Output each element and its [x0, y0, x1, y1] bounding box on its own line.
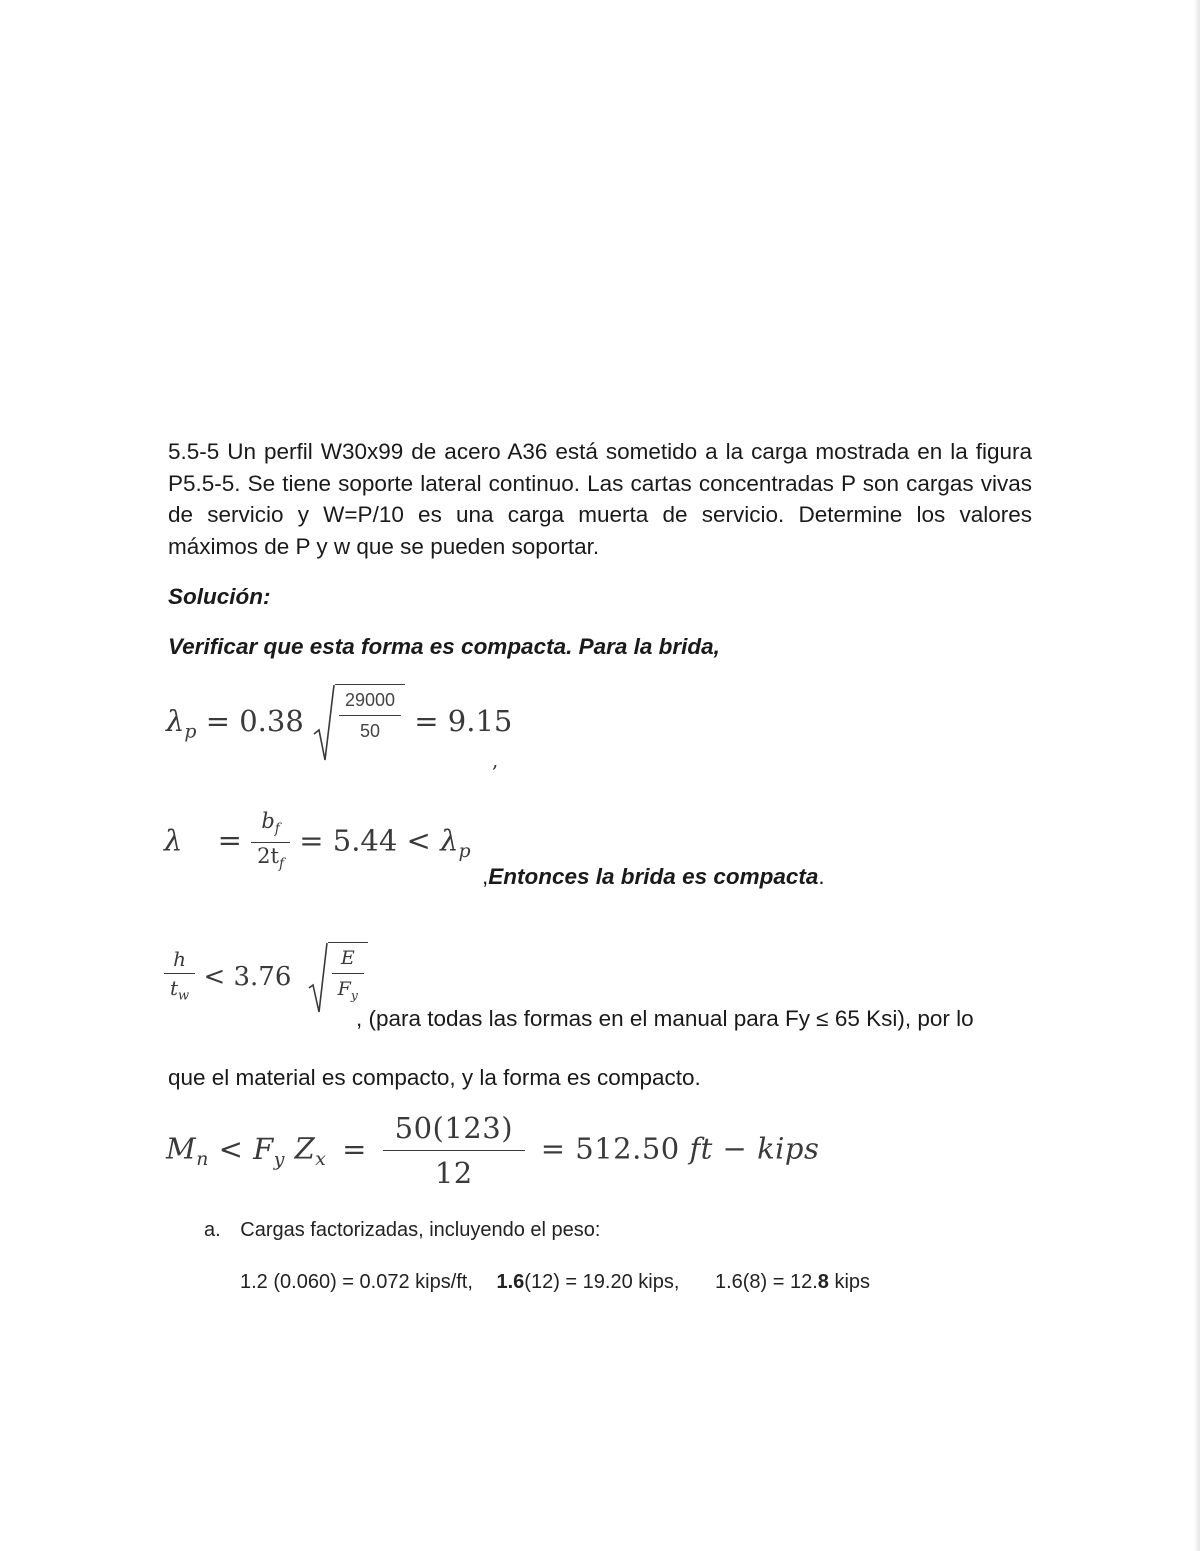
- elastic-modulus: E: [340, 947, 355, 969]
- flange-conclusion: ,Entonces la brida es compacta.: [482, 864, 825, 889]
- sqrt-denominator: 50: [339, 715, 401, 746]
- lambda-subscript: p: [184, 721, 197, 743]
- yield-stress: $F_y$: [332, 973, 364, 1010]
- list-item-a: [204, 1215, 600, 1245]
- moment-result: = 512.50: [540, 1131, 680, 1166]
- eq4-fy: < $F_y$: [218, 1131, 285, 1171]
- lambda-symbol: λ: [166, 704, 185, 738]
- lambda-lhs: λ: [164, 823, 183, 858]
- moment-denominator: 12: [383, 1150, 525, 1195]
- eq3-op: < 3.76: [203, 962, 292, 992]
- radical-sign-icon: [313, 684, 335, 762]
- eq1-trailing-comma: ,: [492, 748, 499, 772]
- flange-thickness: $2t_f$: [251, 842, 290, 877]
- eq1-result: = 9.15: [414, 704, 513, 738]
- equation-nominal-moment: $M_n < F_y$ $Z_x$ = $\frac{50(123)}{12}$ = 512.50 ft − kips: [166, 1106, 819, 1195]
- continuation-text: que el material es compacto, y la forma es compacto.: [168, 1065, 701, 1090]
- equation-lambda: λ = $\frac{b_f}{2t_f}$ = $5.44 < \lambda_p$: [164, 808, 471, 877]
- radical-sign-icon: [308, 942, 328, 1014]
- web-height: h: [173, 947, 187, 972]
- problem-statement: 5.5-5 Un perfil W30x99 de acero A36 está sometido a la carga mostrada en la figura P5.5-5. Se tiene soporte lateral continuo. Las cartas concentradas P son cargas vivas de servicio y W=P/10 es una carga muerta de servicio. Determine los valores máximos de P y w que se pueden soportar.: [168, 439, 1032, 559]
- sqrt-numerator: 29000: [345, 690, 396, 710]
- dead-load-calc: 1.2 (0.060) = 0.072 kips/ft,: [240, 1271, 473, 1293]
- verify-heading: Verificar que esta forma es compacta. Para la brida,: [168, 634, 720, 659]
- moment-numerator: 50(123): [394, 1111, 514, 1145]
- sqrt-radical: [313, 684, 405, 762]
- eq2-result: = 5.44 <: [299, 823, 431, 858]
- equation-web-slenderness: [164, 942, 368, 1014]
- web-conclusion: , (para todas las formas en el manual para Fy ≤ 65 Ksi), por lo: [356, 1006, 974, 1031]
- eq1-coefficient: = 0.38: [205, 704, 304, 738]
- point-load-calc: 1.6(8) = 12.8 kips: [714, 1271, 871, 1293]
- live-load-calc: 1.6(12) = 19.20 kips,: [496, 1271, 680, 1293]
- lambda-p-rhs: λ: [440, 823, 459, 858]
- moment-units: ft − kips: [689, 1131, 820, 1166]
- list-marker: a.: [204, 1219, 221, 1241]
- list-item-text: Cargas factorizadas, incluyendo el peso:: [240, 1219, 601, 1241]
- page-edge: [1194, 0, 1200, 1551]
- flange-width: $b_f$: [261, 809, 280, 837]
- eq2-equals: =: [217, 823, 242, 858]
- factored-loads-line: [240, 1267, 870, 1297]
- equation-lambda-p: [166, 684, 512, 762]
- web-thickness: $t_w$: [164, 973, 195, 1011]
- solution-heading: Solución:: [168, 584, 271, 609]
